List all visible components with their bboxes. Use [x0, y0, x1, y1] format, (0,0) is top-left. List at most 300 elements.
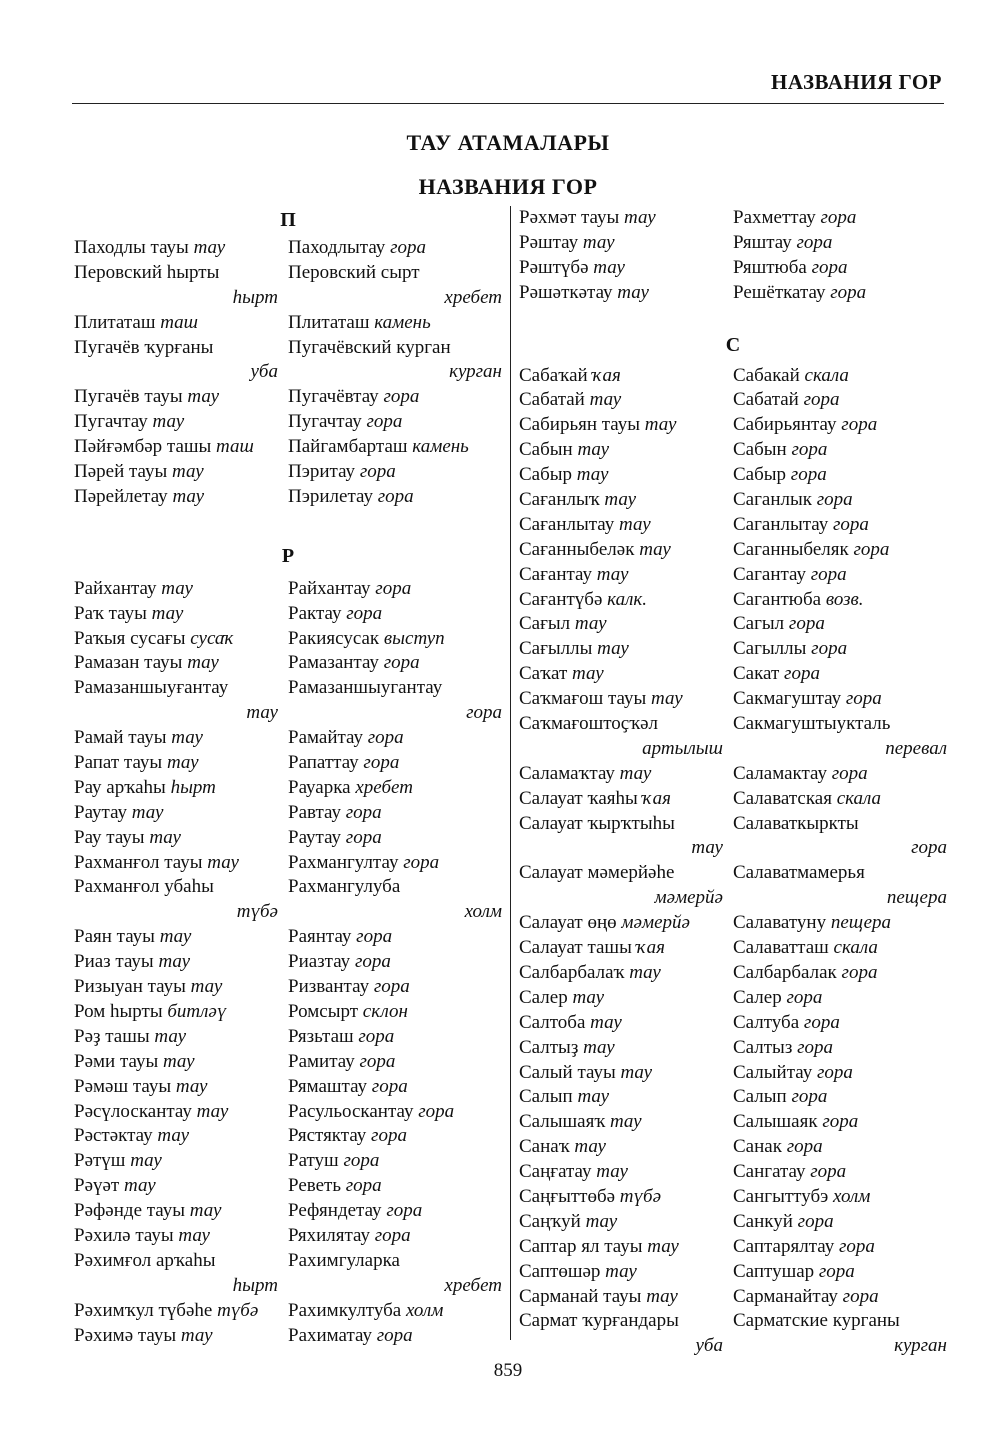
dictionary-entry — [519, 1210, 947, 1235]
russian-name: Рахимкултуба холм — [288, 1299, 444, 1321]
bashkir-term-type: тау — [124, 1175, 156, 1197]
dictionary-entry — [74, 1299, 502, 1324]
page-number: 859 — [493, 1360, 523, 1381]
russian-term-type: камень — [374, 311, 431, 333]
bashkir-name: Санаҡ тау — [519, 1136, 606, 1158]
dictionary-entry — [74, 801, 502, 826]
dictionary-entry — [519, 563, 947, 588]
russian-term-type: гора — [784, 663, 820, 685]
russian-term-type: гора — [786, 1136, 823, 1158]
page-title-bashkir: ТАУ АТАМАЛАРЫ — [406, 130, 610, 155]
bashkir-term-type: тау — [193, 237, 226, 258]
russian-term-type: гора — [466, 702, 502, 724]
russian-name: Салбарбалак гора — [733, 961, 878, 983]
bashkir-name: Рау тауы тау — [74, 826, 181, 848]
entry-continuation — [74, 360, 502, 385]
dictionary-entry — [74, 950, 502, 975]
dictionary-entry — [519, 1285, 947, 1310]
dictionary-entry — [74, 875, 502, 900]
bashkir-name: Риаз тауы тау — [74, 951, 191, 973]
bashkir-term-type: тау — [624, 207, 656, 228]
russian-term-type: гора — [796, 231, 833, 253]
russian-name: Сабакай скала — [733, 364, 849, 386]
russian-name: Рязьташ гора — [288, 1025, 395, 1047]
bashkir-term-type: түбә — [217, 1299, 259, 1321]
dictionary-entry — [74, 336, 502, 361]
header-rule — [72, 103, 944, 104]
dictionary-entry — [519, 812, 947, 837]
russian-name: Рамитау гора — [288, 1050, 396, 1072]
dictionary-entry — [519, 1011, 947, 1036]
bashkir-term-type: тау — [619, 513, 651, 535]
entry-continuation — [519, 886, 947, 911]
running-head: НАЗВАНИЯ ГОР — [771, 70, 942, 94]
bashkir-term-type: тау — [609, 1111, 642, 1133]
dictionary-entry — [74, 385, 502, 410]
bashkir-term-type: тау — [154, 1025, 187, 1047]
bashkir-term-type: тау — [629, 961, 661, 983]
bashkir-name: Сабаҡай ҡая — [519, 364, 621, 386]
bashkir-name: Рәхимҡул түбәһе түбә — [74, 1299, 259, 1321]
bashkir-term-type: тау — [585, 1210, 618, 1232]
dictionary-entry — [74, 1075, 502, 1100]
bashkir-term-type: тау — [207, 851, 239, 873]
bashkir-name: Райхантау тау — [74, 577, 193, 599]
right-column — [519, 206, 947, 1359]
bashkir-term-type: тау — [651, 688, 683, 710]
bashkir-name: Салауат өңө мәмерйә — [519, 912, 690, 934]
russian-name: Сабатай гора — [733, 389, 840, 411]
bashkir-term-type: тау — [574, 613, 607, 635]
russian-name: Пэрилетау гора — [288, 485, 414, 507]
bashkir-name: Сармат ҡурғандары — [519, 1310, 679, 1332]
dictionary-entry — [519, 662, 947, 687]
russian-term-type: гора — [363, 752, 400, 774]
russian-name: Рямаштау гора — [288, 1075, 408, 1097]
russian-term-type: гора — [374, 1224, 411, 1246]
entry-continuation — [519, 1334, 947, 1359]
bashkir-name: Раҡыя сусағы сусаҡ — [74, 627, 235, 649]
bashkir-name: Рәстәктау тау — [74, 1125, 190, 1147]
russian-name: Салаватуну пещера — [733, 912, 892, 934]
bashkir-name: Рәфәнде тауы тау — [74, 1200, 222, 1222]
dictionary-entry — [519, 588, 947, 613]
bashkir-name: Саңғыттөбә түбә — [519, 1185, 662, 1207]
russian-name: Сакмагуштау гора — [733, 688, 882, 710]
dictionary-entry — [519, 1185, 947, 1210]
russian-name: Пэритау гора — [288, 461, 396, 483]
russian-name: Салышаяк гора — [733, 1111, 859, 1133]
russian-term-type: гора — [345, 826, 382, 848]
russian-term-type: гора — [343, 1150, 380, 1172]
bashkir-term-type: тау — [151, 602, 184, 624]
bashkir-term-type: тау — [597, 638, 629, 660]
russian-term-type: гора — [853, 538, 890, 560]
bashkir-name: Рәүәт тау — [74, 1175, 156, 1197]
russian-name: Пугачёвтау гора — [288, 386, 420, 408]
dictionary-entry — [519, 1085, 947, 1110]
dictionary-entry — [519, 281, 947, 306]
russian-name: Перовский сырт — [288, 261, 420, 283]
russian-name: Райхантау гора — [288, 577, 412, 599]
dictionary-entry — [519, 861, 947, 886]
bashkir-name: Саңҡуй тау — [519, 1210, 618, 1232]
russian-name: Сарматские курганы — [733, 1310, 900, 1332]
dictionary-entry — [519, 488, 947, 513]
dictionary-entry — [519, 538, 947, 563]
bashkir-name: Сабыр тау — [519, 464, 609, 486]
bashkir-term-type: түбә — [236, 901, 278, 923]
dictionary-entry — [519, 1235, 947, 1260]
russian-term-type: курган — [894, 1335, 947, 1357]
russian-name: Ризвантау гора — [288, 976, 410, 998]
russian-name: Рястяктау гора — [288, 1125, 407, 1147]
bashkir-name: Плитаташ таш — [74, 311, 198, 333]
russian-term-type: гора — [377, 485, 414, 507]
russian-term-type: гора — [371, 1125, 407, 1147]
russian-term-type: холм — [405, 1299, 444, 1321]
russian-term-type: пещера — [886, 887, 947, 909]
russian-name: Сакат гора — [733, 663, 820, 685]
bashkir-name: Рәхимғол арҡаһы — [74, 1249, 216, 1271]
russian-term-type: гора — [820, 207, 857, 228]
dictionary-entry — [74, 1050, 502, 1075]
bashkir-name: Саптөшәр тау — [519, 1260, 637, 1282]
russian-term-type: гора — [403, 851, 440, 873]
russian-name: Равтау гора — [288, 801, 382, 823]
bashkir-name: Рәхимә тауы тау — [74, 1324, 213, 1346]
dictionary-entry — [519, 911, 947, 936]
dictionary-entry — [74, 602, 502, 627]
dictionary-entry — [519, 364, 947, 389]
bashkir-name: Саҡат тау — [519, 663, 604, 685]
russian-name: Рауарка хребет — [288, 776, 413, 798]
bashkir-term-type: таш — [160, 311, 198, 333]
dictionary-entry — [74, 261, 502, 286]
bashkir-term-type: тау — [572, 663, 604, 685]
russian-term-type: гора — [803, 1011, 840, 1033]
bashkir-name: Перовский һырты — [74, 261, 220, 283]
russian-name: Сабыр гора — [733, 464, 827, 486]
russian-term-type: гора — [791, 1086, 828, 1108]
russian-name: Сарманайтау гора — [733, 1285, 879, 1307]
russian-term-type: гора — [911, 837, 947, 859]
russian-term-type: гора — [803, 389, 840, 411]
bashkir-term-type: тау — [596, 563, 629, 585]
bashkir-term-type: тау — [577, 439, 610, 461]
bashkir-term-type: һырт — [232, 1274, 278, 1296]
bashkir-term-type: тау — [589, 389, 622, 411]
bashkir-name: Салауат ташы ҡая — [519, 937, 665, 959]
bashkir-name: Рәтүш тау — [74, 1150, 162, 1172]
russian-name: Саптушар гора — [733, 1260, 855, 1282]
russian-term-type: гора — [810, 1161, 847, 1183]
bashkir-term-type: калк. — [607, 588, 647, 610]
russian-name: Рахиматау гора — [288, 1324, 413, 1346]
entry-continuation — [74, 286, 502, 311]
bashkir-name: Пәйғәмбәр ташы таш — [74, 436, 254, 458]
bashkir-term-type: тау — [180, 1324, 213, 1346]
dictionary-entry — [74, 851, 502, 876]
russian-name: Рахмангулуба — [288, 876, 401, 898]
bashkir-term-type: тау — [166, 752, 199, 774]
bashkir-term-type: тау — [157, 1125, 190, 1147]
russian-term-type: гора — [358, 1025, 395, 1047]
bashkir-term-type: тау — [639, 538, 671, 560]
bashkir-name: Раутау тау — [74, 801, 164, 823]
bashkir-name: Саптар ял тауы тау — [519, 1235, 679, 1257]
russian-term-type: гора — [818, 1260, 855, 1282]
russian-term-type: гора — [810, 563, 847, 585]
dictionary-entry — [519, 637, 947, 662]
russian-name: Ряхилятау гора — [288, 1224, 411, 1246]
russian-name: Рахмангултау гора — [288, 851, 440, 873]
bashkir-name: Рәсүлоскантау тау — [74, 1100, 229, 1122]
bashkir-term-type: тау — [158, 951, 191, 973]
bashkir-name: Рамай тауы тау — [74, 727, 203, 749]
russian-term-type: гора — [842, 1285, 879, 1307]
bashkir-term-type: тау — [619, 762, 652, 784]
russian-term-type: выступ — [383, 627, 445, 649]
russian-name: Саганлык гора — [733, 489, 853, 511]
dictionary-entry — [519, 463, 947, 488]
dictionary-entry — [74, 460, 502, 485]
bashkir-term-type: тау — [149, 826, 181, 848]
russian-term-type: гора — [811, 638, 848, 660]
section-letter: П — [280, 209, 296, 231]
russian-term-type: гора — [386, 1200, 423, 1222]
bashkir-name: Рәҙ ташы тау — [74, 1025, 187, 1047]
dictionary-entry — [519, 256, 947, 281]
bashkir-term-type: тау — [190, 976, 223, 998]
russian-name: Салер гора — [733, 986, 823, 1008]
bashkir-name: Салый тауы тау — [519, 1061, 653, 1083]
bashkir-term-type: тау — [130, 1150, 162, 1172]
bashkir-term-type: тау — [617, 281, 649, 303]
bashkir-name: Рапат тауы тау — [74, 752, 199, 774]
russian-name: Рахимгуларка — [288, 1249, 400, 1271]
russian-term-type: скала — [833, 937, 878, 959]
russian-term-type: гора — [371, 1075, 408, 1097]
dictionary-entry — [74, 651, 502, 676]
dictionary-entry — [519, 936, 947, 961]
section-letter: С — [725, 333, 741, 356]
bashkir-term-type: тау — [187, 386, 220, 408]
russian-name: Сангыттубэ холм — [733, 1185, 871, 1207]
dictionary-entry — [74, 726, 502, 751]
bashkir-name: Паходлы тауы тау — [74, 237, 226, 258]
bashkir-name: Сабатай тау — [519, 389, 622, 411]
bashkir-term-type: тау — [647, 1235, 679, 1257]
russian-name: Плитаташ камень — [288, 311, 431, 333]
dictionary-entry — [74, 1149, 502, 1174]
bashkir-name: Сағанлытау тау — [519, 513, 651, 535]
bashkir-name: Сағантау тау — [519, 563, 629, 585]
bashkir-name: Саҡмағош тауы тау — [519, 688, 683, 710]
russian-term-type: гора — [359, 1050, 396, 1072]
bashkir-term-type: тау — [161, 577, 193, 599]
bashkir-name: Салтоба тау — [519, 1011, 622, 1033]
bashkir-name: Пәрей тауы тау — [74, 461, 204, 483]
bashkir-term-type: битләү — [167, 1000, 227, 1022]
russian-name: Пайгамбарташ камень — [288, 436, 469, 458]
bashkir-name: Пугачёв ҡурғаны — [74, 336, 214, 358]
russian-name: Саламактау гора — [733, 762, 868, 784]
russian-term-type: гора — [418, 1100, 455, 1122]
dictionary-entry — [519, 687, 947, 712]
russian-term-type: гора — [786, 986, 823, 1008]
dictionary-entry — [519, 231, 947, 256]
dictionary-entry — [74, 1124, 502, 1149]
bashkir-term-type: тау — [196, 1100, 229, 1122]
bashkir-term-type: тау — [171, 727, 203, 749]
bashkir-term-type: тау — [131, 801, 164, 823]
dictionary-entry — [74, 410, 502, 435]
russian-term-type: гора — [383, 652, 420, 674]
dictionary-entry — [74, 751, 502, 776]
russian-term-type: пещера — [830, 912, 892, 934]
russian-name: Салаватмамерья — [733, 862, 865, 884]
russian-term-type: гора — [788, 613, 825, 635]
entry-continuation — [74, 1274, 502, 1299]
russian-name: Рамазантау гора — [288, 652, 420, 674]
bashkir-name: Пугачтау тау — [74, 411, 185, 433]
bashkir-term-type: тау — [596, 1161, 628, 1183]
russian-term-type: гора — [797, 1210, 834, 1232]
russian-name: Сабирьянтау гора — [733, 414, 878, 436]
bashkir-name: Саҡмағоштоҫҡәл — [519, 713, 659, 735]
bashkir-term-type: тау — [576, 464, 609, 486]
bashkir-term-type: тау — [189, 1200, 222, 1222]
bashkir-name: Рамазаншыуғантау — [74, 677, 229, 699]
bashkir-term-type: тау — [572, 986, 605, 1008]
russian-name: Рамазаншыугантау — [288, 677, 443, 699]
dictionary-entry — [519, 413, 947, 438]
russian-term-type: скала — [836, 787, 882, 809]
dictionary-entry — [519, 438, 947, 463]
dictionary-entry — [74, 826, 502, 851]
russian-term-type: гора — [345, 801, 382, 823]
russian-term-type: гора — [354, 951, 391, 973]
russian-term-type: хребет — [444, 286, 502, 308]
russian-term-type: перевал — [885, 737, 947, 759]
bashkir-name: Салышаяҡ тау — [519, 1111, 642, 1133]
bashkir-term-type: тау — [172, 485, 205, 507]
dictionary-entry — [74, 435, 502, 460]
bashkir-name: Рәштау тау — [519, 231, 615, 253]
russian-term-type: гора — [816, 489, 853, 511]
dictionary-entry — [519, 612, 947, 637]
russian-name: Салтуба гора — [733, 1011, 840, 1033]
russian-term-type: камень — [412, 436, 469, 458]
entry-continuation — [74, 900, 502, 925]
russian-term-type: гора — [845, 688, 882, 710]
dictionary-entry — [519, 787, 947, 812]
russian-term-type: гора — [375, 577, 412, 599]
russian-name: Рамайтау гора — [288, 727, 404, 749]
russian-name: Ратуш гора — [288, 1150, 380, 1172]
bashkir-term-type: уба — [695, 1335, 723, 1357]
russian-term-type: гора — [838, 1235, 875, 1257]
bashkir-term-type: тау — [175, 1075, 208, 1097]
bashkir-term-type: тау — [605, 1260, 637, 1282]
dictionary-entry — [74, 1025, 502, 1050]
russian-term-type: гора — [822, 1111, 859, 1133]
russian-name: Паходлытау гора — [288, 237, 426, 258]
dictionary-entry — [519, 206, 947, 231]
bashkir-term-type: тау — [178, 1224, 210, 1246]
bashkir-term-type: ҡая — [642, 787, 671, 809]
bashkir-term-type: мәмерйә — [621, 912, 690, 934]
bashkir-name: Салауат ҡырҡтыһы — [519, 812, 675, 834]
bashkir-term-type: тау — [574, 1136, 606, 1158]
page-title-russian: НАЗВАНИЯ ГОР — [418, 174, 598, 199]
russian-name: Раянтау гора — [288, 926, 393, 948]
bashkir-term-type: тау — [590, 1011, 622, 1033]
bashkir-name: Салтыҙ тау — [519, 1036, 615, 1058]
russian-name: Сабын гора — [733, 439, 828, 461]
russian-name: Саганныбеляк гора — [733, 538, 890, 560]
bashkir-name: Салауат мәмерйәһе — [519, 862, 675, 884]
russian-name: Салаватская скала — [733, 787, 882, 809]
dictionary-entry — [74, 627, 502, 652]
russian-name: Сагыллы гора — [733, 638, 848, 660]
russian-term-type: гора — [811, 256, 848, 278]
russian-term-type: гора — [797, 1036, 834, 1058]
bashkir-name: Сабирьян тауы тау — [519, 414, 677, 436]
russian-name: Ромсырт склон — [288, 1000, 408, 1022]
dictionary-entry — [74, 925, 502, 950]
dictionary-entry — [74, 577, 502, 602]
russian-term-type: гора — [830, 281, 867, 303]
russian-term-type: гора — [790, 464, 827, 486]
bashkir-name: Сағанлыҡ тау — [519, 489, 637, 511]
bashkir-term-type: тау — [646, 1285, 678, 1307]
dictionary-entry — [74, 1249, 502, 1274]
bashkir-term-type: тау — [246, 702, 278, 724]
dictionary-entry — [74, 485, 502, 510]
russian-name: Сакмагуштыукталь — [733, 713, 891, 735]
bashkir-term-type: тау — [159, 926, 192, 948]
dictionary-entry — [519, 1061, 947, 1086]
russian-name: Саганлытау гора — [733, 513, 869, 535]
russian-name: Салыйтау гора — [733, 1061, 853, 1083]
dictionary-entry — [74, 311, 502, 336]
dictionary-entry — [519, 986, 947, 1011]
russian-term-type: скала — [804, 364, 849, 386]
russian-term-type: гора — [359, 461, 396, 483]
bashkir-term-type: ҡая — [636, 937, 665, 959]
russian-name: Раутау гора — [288, 826, 382, 848]
russian-term-type: гора — [345, 1175, 382, 1197]
bashkir-term-type: түбә — [619, 1185, 662, 1207]
bashkir-name: Сағыллы тау — [519, 638, 629, 660]
russian-name: Реветь гора — [288, 1175, 382, 1197]
dictionary-entry — [74, 1000, 502, 1025]
russian-term-type: холм — [464, 901, 502, 923]
bashkir-name: Сарманай тауы тау — [519, 1285, 678, 1307]
bashkir-term-type: тау — [583, 1036, 615, 1058]
dictionary-entry — [519, 388, 947, 413]
dictionary-entry — [519, 961, 947, 986]
bashkir-term-type: тау — [172, 461, 204, 483]
dictionary-entry — [519, 762, 947, 787]
bashkir-name: Рәми тауы тау — [74, 1050, 195, 1072]
russian-name: Салаватташ скала — [733, 937, 878, 959]
dictionary-entry — [74, 1224, 502, 1249]
dictionary-entry — [74, 1174, 502, 1199]
russian-name: Пугачёвский курган — [288, 336, 451, 358]
